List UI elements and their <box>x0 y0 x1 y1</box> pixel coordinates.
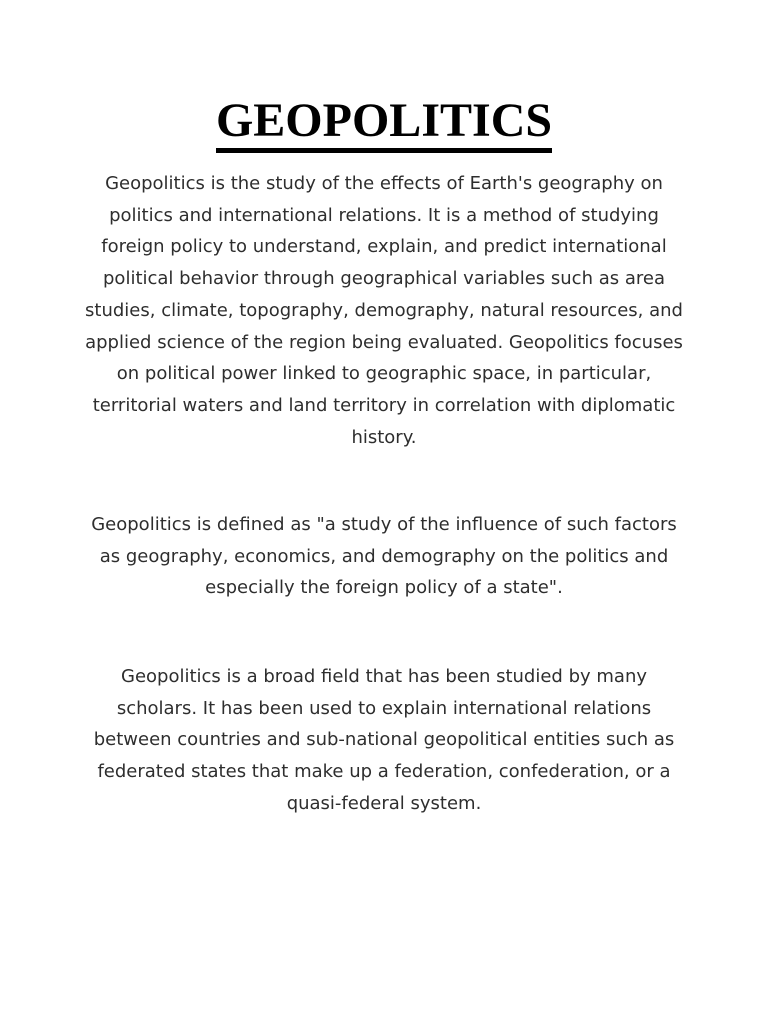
paragraph-scope: Geopolitics is a broad field that has been studied by many scholars. It has been used to explain international relations between countries and sub-national geopolitical entities such as federated states that make up a federation, confederation, or a quasi-federal system. <box>93 666 675 814</box>
paragraph-definition: Geopolitics is the study of the effects of Earth's geography on politics and international relations. It is a method of studying foreign policy to understand, explain, and predict international political behavior through geographical variables such as area studies, climate, topography, demography, natural resources, and applied science of the region being evaluated. Geopolitics focuses on political power linked to geographic space, in particular, territorial waters and land territory in correlation with diplomatic history. <box>85 173 683 448</box>
title-container <box>0 94 768 153</box>
paragraph-quote: Geopolitics is defined as "a study of the influence of such factors as geography, economics, and demography on the politics and especially the foreign policy of a state". <box>91 514 677 599</box>
page-title: GEOPOLITICS <box>216 94 552 153</box>
